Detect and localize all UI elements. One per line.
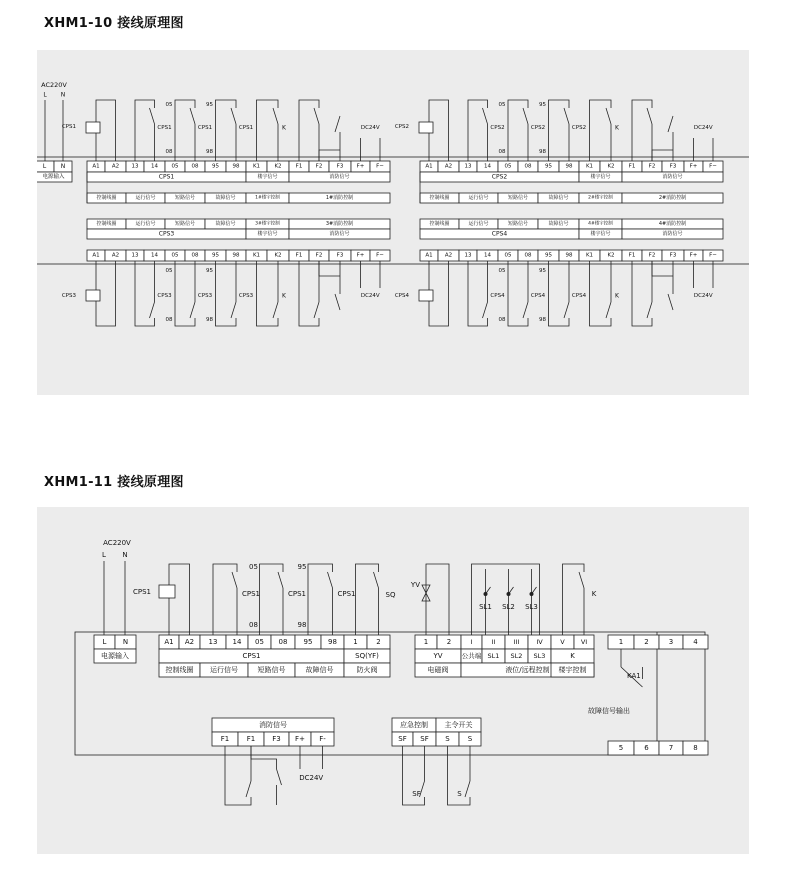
- terminal-label: F1: [295, 252, 303, 259]
- run-contact: [135, 261, 155, 326]
- coil-label: CPS1: [132, 588, 151, 596]
- terminal-label: 98: [232, 163, 240, 170]
- terminal-label: A1: [92, 163, 100, 170]
- fire-wire: [632, 261, 652, 326]
- sq-contact-blade: [374, 572, 379, 588]
- contact-98-label: 98: [206, 149, 213, 155]
- fire-terminal-label: F-: [319, 735, 326, 743]
- terminal-label: F1: [628, 252, 636, 259]
- run-contact-label: CPS4: [490, 293, 505, 299]
- terminal-label: F2: [648, 252, 656, 259]
- short-contact: [260, 564, 284, 635]
- terminal-label: A1: [425, 252, 433, 259]
- fire-signal-label: 消防信号: [662, 231, 683, 237]
- power-N-label: N: [122, 551, 128, 559]
- terminal-label: 13: [464, 252, 472, 259]
- coil-symbol: [419, 290, 433, 301]
- cps-name-label: CPS4: [491, 230, 508, 238]
- terminal-label: F2: [315, 252, 323, 259]
- terminal-label: F3: [336, 163, 344, 170]
- sq-label: SQ: [385, 591, 396, 599]
- terminal-label: 08: [524, 163, 532, 170]
- fault-terminal-top-label: 3: [668, 638, 674, 646]
- level-terminal-label: I: [470, 638, 473, 646]
- building-contact: [563, 564, 585, 635]
- terminal-label: A1: [425, 163, 433, 170]
- building-contact-blade: [273, 302, 278, 318]
- dc24v-label: DC24V: [693, 125, 713, 131]
- power-L-label: L: [43, 91, 47, 99]
- terminal-label: F3: [669, 163, 677, 170]
- building-control-label: 1#楼宇控制: [255, 195, 280, 201]
- terminal-label: 95: [545, 163, 552, 170]
- level-terminal-label: VI: [580, 638, 588, 646]
- contact-05-label: 05: [498, 268, 506, 274]
- short-contact-label: CPS4: [530, 293, 546, 299]
- terminal-label: 14: [484, 163, 491, 170]
- coil-label: CPS3: [61, 293, 76, 299]
- fire-blade-2: [335, 116, 340, 132]
- fire-blade: [647, 108, 652, 124]
- function-label-label: 运行信号: [468, 195, 489, 201]
- function-label-label: 控制线圈: [96, 221, 117, 227]
- run-contact-blade: [483, 108, 488, 124]
- fault-contact-blade: [328, 572, 333, 588]
- terminal-label: K1: [252, 163, 261, 170]
- contact-98-label: 98: [206, 317, 213, 323]
- coil-symbol: [419, 122, 433, 133]
- coil-label: CPS1: [61, 124, 76, 130]
- level-row2-label: SL1: [487, 652, 500, 660]
- terminal-label: K2: [607, 252, 615, 259]
- power-terminal-label: N: [122, 638, 129, 646]
- terminal-label: A2: [444, 163, 453, 170]
- s-label: S: [457, 790, 462, 798]
- fire-blade: [314, 108, 319, 124]
- function-label-label: 故障信号: [548, 221, 569, 227]
- fire-signal-label: 消防信号: [662, 174, 683, 180]
- terminal-label: F+: [689, 163, 698, 170]
- terminal-label: 08: [191, 252, 199, 259]
- fire-terminal-label: F1: [246, 735, 256, 743]
- building-contact-blade: [606, 108, 611, 124]
- run-contact-blade: [232, 572, 237, 588]
- sq-contact: [356, 564, 379, 635]
- function-label-label: 短路信号: [174, 221, 196, 227]
- building-contact: [590, 100, 612, 161]
- fire-signal-label: 消防信号: [329, 231, 350, 237]
- function-label-label: 控制线圈: [96, 195, 117, 201]
- coil-symbol: [159, 585, 175, 598]
- terminal-label: 05: [504, 252, 512, 259]
- fire-terminal-label: F+: [295, 735, 305, 743]
- terminal-label: 08: [524, 252, 532, 259]
- fault-terminal-bottom-label: 8: [693, 744, 698, 752]
- function-label-label: 运行信号: [468, 221, 489, 227]
- em-terminal-label: SF: [420, 735, 429, 743]
- power-terminal-label: N: [60, 163, 66, 170]
- short-contact-blade: [190, 302, 195, 318]
- terminal-label: 95: [303, 638, 313, 646]
- fire-header-label: 消防信号: [259, 721, 287, 729]
- fire-blade-2: [335, 294, 340, 310]
- building-contact-blade: [606, 302, 611, 318]
- function-label-label: 运行信号: [135, 221, 156, 227]
- power-N-label: N: [60, 91, 66, 99]
- em-terminal-label: S: [445, 735, 450, 743]
- building-contact: [257, 100, 279, 161]
- terminal-label: 14: [151, 163, 158, 170]
- building-signal-label: 楼宇信号: [257, 174, 278, 180]
- terminal-label: 13: [131, 163, 139, 170]
- short-contact-label: CPS3: [197, 293, 213, 299]
- dc24v-label: DC24V: [693, 293, 713, 299]
- fault-contact-label: CPS1: [337, 590, 356, 598]
- fault-terminal-top-label: 1: [618, 638, 624, 646]
- run-contact-blade: [150, 108, 155, 124]
- power-input-label-label: 电源输入: [42, 174, 65, 180]
- run-contact: [135, 100, 155, 161]
- yv-function-label: 电磁阀: [427, 666, 449, 674]
- short-contact-label: CPS1: [197, 125, 213, 131]
- level-blade: [532, 587, 537, 594]
- em-terminal-label: SF: [398, 735, 407, 743]
- building-k-label: K: [615, 124, 619, 132]
- terminal-label: F−: [376, 252, 384, 259]
- terminal-label: 05: [171, 252, 179, 259]
- terminal-label: 13: [131, 252, 139, 259]
- terminal-label: F1: [295, 163, 303, 170]
- terminal-label: A2: [111, 163, 120, 170]
- contact-08-label: 08: [498, 149, 506, 155]
- run-contact-label: CPS1: [241, 590, 261, 598]
- function-label-label: 故障信号: [305, 666, 334, 674]
- building-control-label: 3#楼宇控制: [255, 221, 280, 227]
- terminal-label: K2: [607, 163, 615, 170]
- level-row2-label: SL3: [533, 652, 546, 660]
- fire-control-label: 1#消防控制: [325, 195, 354, 201]
- yv-terminal-label: 2: [446, 638, 452, 646]
- function-label-label: 短路信号: [174, 195, 196, 201]
- level-row2-label: SL2: [510, 652, 523, 660]
- fault-terminal-top-label: 4: [693, 638, 698, 646]
- contact-98-label: 98: [297, 621, 307, 629]
- terminal-label: F−: [709, 163, 717, 170]
- terminal-label: 95: [212, 252, 219, 259]
- contact-08-label: 08: [165, 149, 173, 155]
- fault-contact-blade: [564, 302, 569, 318]
- sq-group-label: SQ(YF): [355, 652, 379, 660]
- run-contact-label: CPS1: [157, 125, 172, 131]
- terminal-label: A2: [444, 252, 453, 259]
- function-label-label: 短路信号: [507, 221, 529, 227]
- terminal-label: 08: [191, 163, 199, 170]
- function-label-label: 短路信号: [257, 666, 286, 674]
- level-terminal-label: IV: [536, 638, 543, 646]
- terminal-label: 05: [504, 163, 512, 170]
- contact-95-label: 95: [206, 268, 213, 274]
- building-contact: [590, 261, 612, 326]
- ac220v-label: AC220V: [41, 81, 67, 89]
- function-label-label: 故障信号: [548, 195, 569, 201]
- short-contact: [175, 100, 195, 161]
- fire-blade: [246, 781, 251, 797]
- fire-control-label: 4#消防控制: [658, 221, 687, 227]
- fault-contact: [549, 100, 570, 161]
- ac220v-label: AC220V: [103, 539, 131, 547]
- contact-98-label: 98: [539, 317, 546, 323]
- level-blade: [509, 587, 514, 594]
- function-label-label: 控制线圈: [165, 666, 194, 674]
- level-blade: [486, 587, 491, 594]
- terminal-label: 13: [464, 163, 472, 170]
- terminal-label: A1: [164, 638, 174, 646]
- contact-08-label: 08: [498, 317, 506, 323]
- coil-symbol: [86, 290, 100, 301]
- terminal-label: K1: [585, 252, 594, 259]
- fire-terminal-label: F3: [272, 735, 281, 743]
- fault-terminal-top-label: 2: [644, 638, 649, 646]
- contact-08-label: 08: [249, 621, 258, 629]
- building-contact: [257, 261, 279, 326]
- building-k-cell-label: K: [570, 652, 575, 660]
- terminal-label: F+: [356, 163, 365, 170]
- terminal-label: 14: [484, 252, 491, 259]
- yv-group-label: YV: [433, 652, 443, 660]
- fault-contact: [216, 261, 237, 326]
- contact-98-label: 98: [539, 149, 546, 155]
- run-contact: [468, 100, 488, 161]
- short-contact: [175, 261, 195, 326]
- fault-terminal-bottom-label: 7: [668, 744, 674, 752]
- coil-label: CPS2: [394, 124, 409, 130]
- fault-contact-blade: [231, 108, 236, 124]
- terminal-label: F−: [376, 163, 384, 170]
- fire-blade: [314, 302, 319, 318]
- terminal-label: F1: [628, 163, 636, 170]
- dc24v-label: DC24V: [299, 774, 324, 782]
- ka1-label: KA1: [627, 672, 641, 680]
- contact-05-label: 05: [498, 102, 506, 108]
- run-contact-blade: [150, 302, 155, 318]
- em-terminal-label: S: [467, 735, 473, 743]
- terminal-label: 95: [212, 163, 219, 170]
- contact-05-label: 05: [249, 563, 258, 571]
- cps-name-label: CPS3: [158, 230, 175, 238]
- fire-blade-2: [668, 116, 673, 132]
- fault-contact-label: CPS4: [571, 293, 587, 299]
- coil-symbol: [86, 122, 100, 133]
- function-label-label: 控制线圈: [429, 221, 450, 227]
- fire-blade-2: [277, 769, 282, 785]
- fault-contact-label: CPS3: [238, 293, 254, 299]
- coil-label: CPS4: [394, 293, 409, 299]
- power-L-label: L: [102, 551, 106, 559]
- terminal-label: 14: [151, 252, 158, 259]
- terminal-label: 98: [565, 252, 573, 259]
- level-terminal-label: III: [513, 638, 520, 646]
- s-contact-blade: [465, 781, 470, 797]
- building-k-label: K: [282, 292, 286, 300]
- fault-contact: [308, 564, 333, 635]
- function-label-label: 短路信号: [507, 195, 529, 201]
- terminal-label: F−: [709, 252, 717, 259]
- function-label-label: 控制线圈: [429, 195, 450, 201]
- diagram-xhm1-10: [37, 50, 749, 395]
- contact-08-label: 08: [165, 317, 173, 323]
- building-k-label: K: [591, 590, 597, 598]
- terminal-label: F3: [336, 252, 344, 259]
- building-k-label: K: [615, 292, 619, 300]
- emergency-header-label: 应急控制: [400, 721, 428, 729]
- building-contact-blade: [579, 572, 584, 588]
- diagram-title-xhm1-11: XHM1-11 接线原理图: [44, 475, 184, 490]
- cps-name-label: CPS2: [491, 173, 508, 181]
- function-label-label: 运行信号: [210, 666, 238, 674]
- cps-name-label: CPS1: [158, 173, 175, 181]
- terminal-label: 05: [171, 163, 179, 170]
- fault-contact-label: CPS2: [571, 125, 587, 131]
- terminal-label: K1: [252, 252, 261, 259]
- fire-terminal-label: F1: [220, 735, 230, 743]
- terminal-label: 14: [232, 638, 242, 646]
- short-contact-blade: [190, 108, 195, 124]
- fire-wire: [299, 261, 319, 326]
- run-contact: [213, 564, 237, 635]
- short-contact: [508, 261, 528, 326]
- yv-label: YV: [410, 581, 420, 589]
- terminal-label: K2: [274, 252, 282, 259]
- terminal-label: F3: [669, 252, 677, 259]
- sf-label: SF: [412, 790, 421, 798]
- contact-95-label: 95: [297, 563, 307, 571]
- function-label-label: 故障信号: [215, 195, 236, 201]
- diagram-title-xhm1-10: XHM1-10 接线原理图: [44, 16, 184, 31]
- level-terminal-label: V: [560, 638, 565, 646]
- building-signal-label: 楼宇信号: [590, 174, 611, 180]
- diagram-xhm1-11: [37, 507, 749, 854]
- sq-terminal-label: 1: [353, 638, 358, 646]
- function-label-label: 运行信号: [135, 195, 156, 201]
- run-contact-label: CPS3: [157, 293, 172, 299]
- building-contact-blade: [273, 108, 278, 124]
- building-function-label: 楼宇控制: [558, 666, 587, 674]
- terminal-label: A2: [184, 638, 195, 646]
- run-contact-label: CPS2: [490, 125, 505, 131]
- fault-contact-label: CPS1: [238, 125, 254, 131]
- terminal-label: K1: [585, 163, 594, 170]
- terminal-label: F+: [689, 252, 698, 259]
- level-switch-label: SL3: [525, 603, 538, 611]
- level-switch-label: SL2: [502, 603, 515, 611]
- terminal-label: 08: [278, 638, 288, 646]
- sq-terminal-label: 2: [376, 638, 381, 646]
- short-contact-blade: [278, 572, 283, 588]
- level-terminal-label: II: [491, 638, 496, 646]
- fire-wire: [299, 100, 319, 161]
- power-terminal-label: L: [102, 638, 107, 646]
- level-common-wire: [472, 564, 540, 635]
- power-input-label-label: 电源输入: [101, 652, 129, 660]
- short-contact: [508, 100, 528, 161]
- short-contact-label: CPS1: [287, 590, 307, 598]
- short-contact-label: CPS2: [530, 125, 546, 131]
- terminal-label: 98: [328, 638, 337, 646]
- terminal-label: F+: [356, 252, 365, 259]
- coil-wire: [169, 564, 190, 635]
- contact-05-label: 05: [165, 268, 173, 274]
- fire-control-label: 3#消防控制: [325, 221, 354, 227]
- level-function-label: 液位/远程控制: [505, 666, 550, 674]
- fault-contact: [549, 261, 570, 326]
- sq-function-label: 防火阀: [356, 666, 378, 674]
- cps-name-label: CPS1: [242, 652, 261, 660]
- dc24v-label: DC24V: [360, 125, 380, 131]
- building-k-label: K: [282, 124, 286, 132]
- fire-blade-2: [668, 294, 673, 310]
- terminal-label: A2: [111, 252, 120, 259]
- fault-terminal-bottom-label: 6: [644, 744, 649, 752]
- terminal-label: 95: [545, 252, 552, 259]
- terminal-label: 98: [565, 163, 573, 170]
- contact-95-label: 95: [539, 268, 546, 274]
- fault-contact-blade: [231, 302, 236, 318]
- fault-output-label: 故障信号输出: [588, 707, 630, 715]
- fault-contact-blade: [564, 108, 569, 124]
- fire-blade: [647, 302, 652, 318]
- contact-95-label: 95: [206, 102, 213, 108]
- level-switch-label: SL1: [479, 603, 492, 611]
- power-terminal-label: L: [42, 163, 47, 170]
- level-row2-label: 公共端: [461, 652, 482, 660]
- building-control-label: 4#楼宇控制: [588, 221, 613, 227]
- master-header-label: 主令开关: [444, 721, 473, 729]
- contact-05-label: 05: [165, 102, 173, 108]
- fire-control-label: 2#消防控制: [658, 195, 687, 201]
- building-signal-label: 楼宇信号: [257, 231, 278, 237]
- building-signal-label: 楼宇信号: [590, 231, 611, 237]
- terminal-label: 98: [232, 252, 240, 259]
- terminal-label: 13: [208, 638, 218, 646]
- function-label-label: 故障信号: [215, 221, 236, 227]
- run-contact-blade: [483, 302, 488, 318]
- run-contact: [468, 261, 488, 326]
- contact-95-label: 95: [539, 102, 546, 108]
- fault-terminal-bottom-label: 5: [618, 744, 624, 752]
- terminal-label: 05: [255, 638, 264, 646]
- terminal-label: K2: [274, 163, 282, 170]
- building-control-label: 2#楼宇控制: [588, 195, 613, 201]
- short-contact-blade: [523, 108, 528, 124]
- dc24v-label: DC24V: [360, 293, 380, 299]
- fire-wire: [632, 100, 652, 161]
- yv-terminal-label: 1: [423, 638, 429, 646]
- short-contact-blade: [523, 302, 528, 318]
- fault-contact: [216, 100, 237, 161]
- fire-signal-label: 消防信号: [329, 174, 350, 180]
- terminal-label: F2: [648, 163, 656, 170]
- terminal-label: F2: [315, 163, 323, 170]
- terminal-label: A1: [92, 252, 100, 259]
